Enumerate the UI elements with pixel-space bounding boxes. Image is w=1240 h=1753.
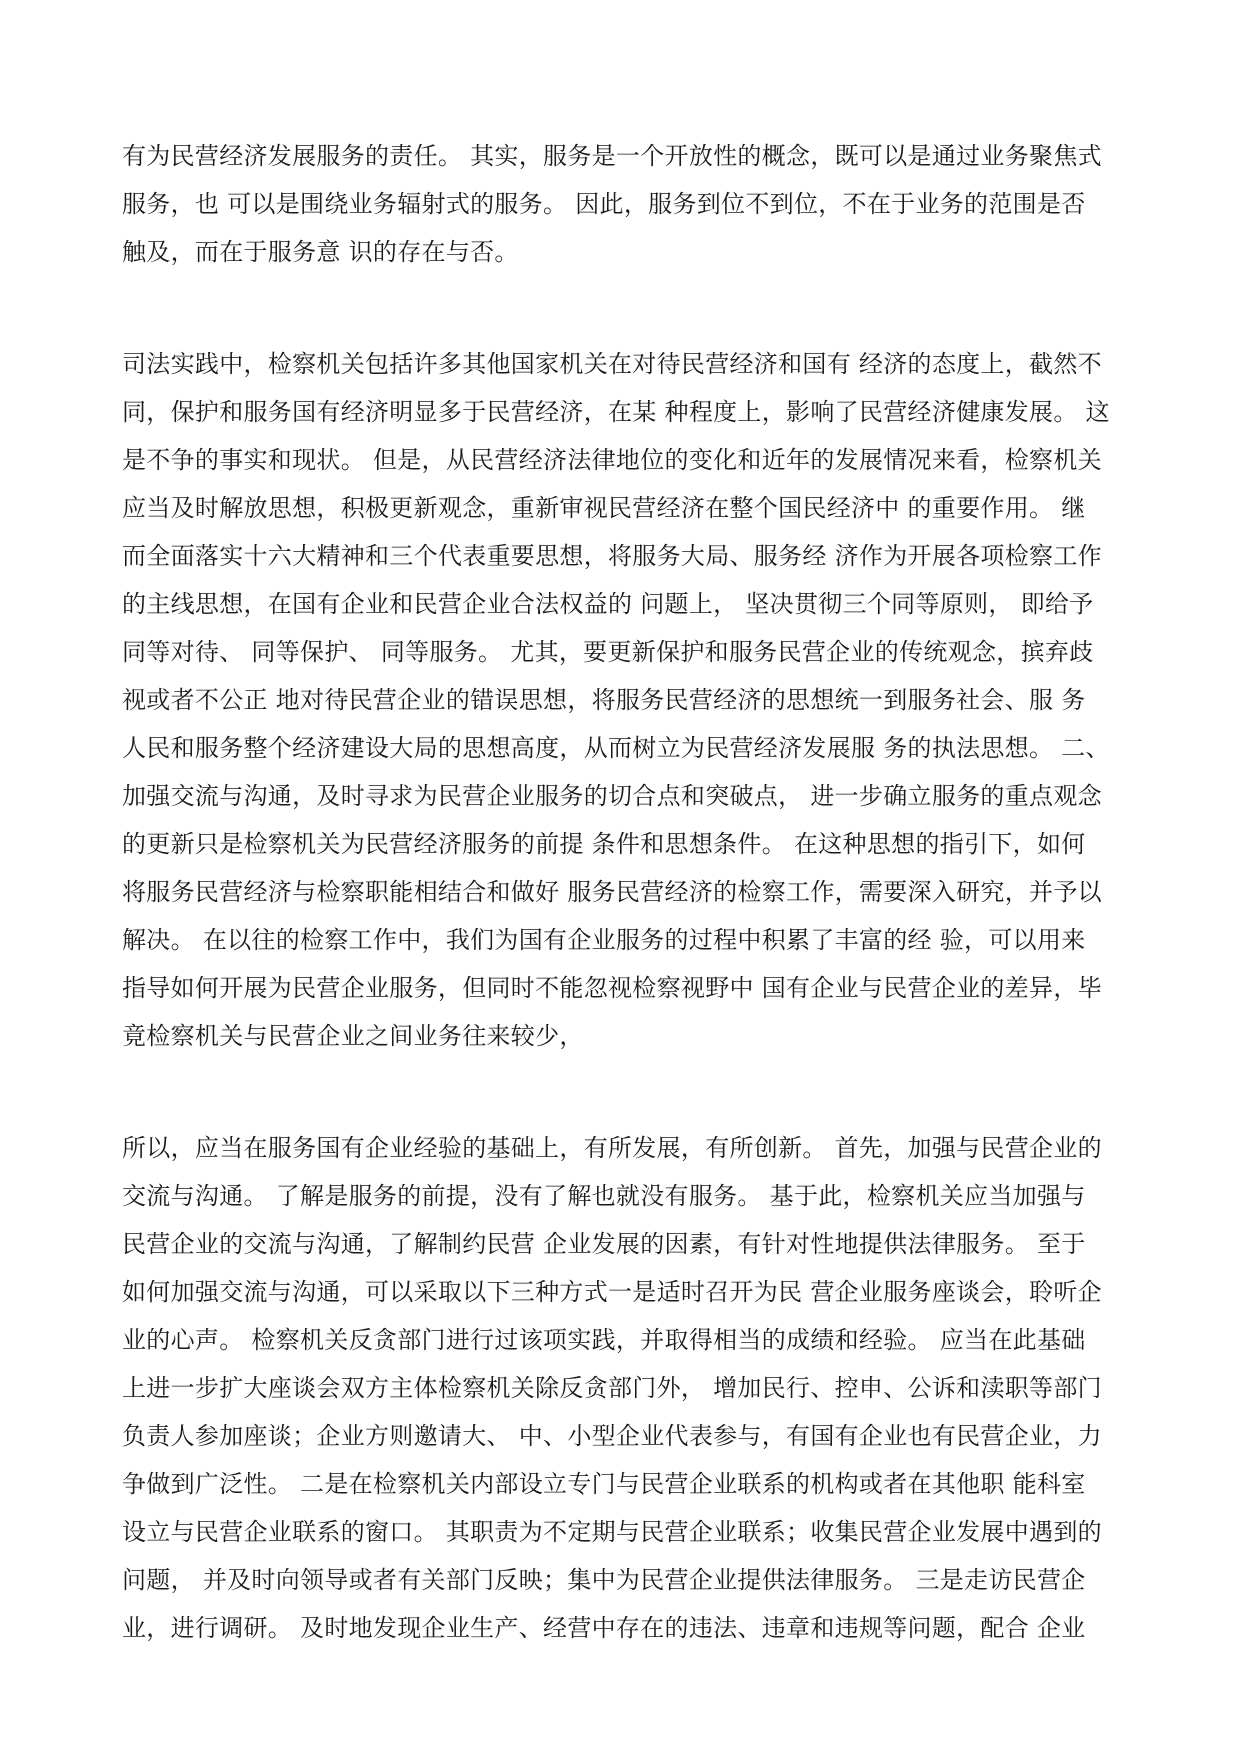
text-line: 服务，也 可以是围绕业务辐射式的服务。 因此，服务到位不到位，不在于业务的范围是否 bbox=[122, 190, 1086, 218]
text-line: 将服务民营经济与检察职能相结合和做好 服务民营经济的检察工作，需要深入研究，并予以 bbox=[122, 878, 1102, 906]
text-line: 民营企业的交流与沟通，了解制约民营 企业发展的因素，有针对性地提供法律服务。 至于 bbox=[122, 1230, 1086, 1258]
text-line: 的主线思想，在国有企业和民营企业合法权益的 问题上， 坚决贯彻三个同等原则， 即给予 bbox=[122, 590, 1094, 618]
text-line: 上进一步扩大座谈会双方主体检察机关除反贪部门外， 增加民行、控申、公诉和渎职等部门 bbox=[122, 1374, 1102, 1402]
text-line: 同，保护和服务国有经济明显多于民营经济，在某 种程度上，影响了民营经济健康发展。 这 bbox=[122, 398, 1110, 426]
text-line: 指导如何开展为民营企业服务，但同时不能忽视检察视野中 国有企业与民营企业的差异，毕 bbox=[122, 974, 1102, 1002]
text-line: 负责人参加座谈；企业方则邀请大、 中、小型企业代表参与，有国有企业也有民营企业，力 bbox=[122, 1422, 1102, 1450]
text-line: 是不争的事实和现状。 但是，从民营经济法律地位的变化和近年的发展情况来看，检察机关 bbox=[122, 446, 1102, 474]
text-line: 加强交流与沟通，及时寻求为民营企业服务的切合点和突破点， 进一步确立服务的重点观念 bbox=[122, 782, 1102, 810]
text-line: 如何加强交流与沟通，可以采取以下三种方式一是适时召开为民 营企业服务座谈会，聆听企 bbox=[122, 1278, 1102, 1306]
text-line: 而全面落实十六大精神和三个代表重要思想，将服务大局、服务经 济作为开展各项检察工作 bbox=[122, 542, 1102, 570]
text-line: 所以，应当在服务国有企业经验的基础上，有所发展，有所创新。 首先，加强与民营企业的 bbox=[122, 1134, 1102, 1162]
text-line: 交流与沟通。 了解是服务的前提，没有了解也就没有服务。 基于此，检察机关应当加强与 bbox=[122, 1182, 1086, 1210]
text-line: 应当及时解放思想，积极更新观念，重新审视民营经济在整个国民经济中 的重要作用。 继 bbox=[122, 494, 1086, 522]
text-line: 设立与民营企业联系的窗口。 其职责为不定期与民营企业联系；收集民营企业发展中遇到的 bbox=[122, 1518, 1102, 1546]
text-line: 竟检察机关与民营企业之间业务往来较少， bbox=[122, 1022, 584, 1050]
text-line: 问题， 并及时向领导或者有关部门反映；集中为民营企业提供法律服务。 三是走访民营企 bbox=[122, 1566, 1086, 1594]
text-line: 的更新只是检察机关为民营经济服务的前提 条件和思想条件。 在这种思想的指引下，如何 bbox=[122, 830, 1086, 858]
text-line: 同等对待、 同等保护、 同等服务。 尤其，要更新保护和服务民营企业的传统观念，摈弃歧 bbox=[122, 638, 1094, 666]
text-line: 司法实践中，检察机关包括许多其他国家机关在对待民营经济和国有 经济的态度上，截然不 bbox=[122, 350, 1102, 378]
text-line: 人民和服务整个经济建设大局的思想高度，从而树立为民营经济发展服 务的执法思想。 二、 bbox=[122, 734, 1110, 762]
text-line: 触及，而在于服务意 识的存在与否。 bbox=[122, 238, 519, 266]
text-line: 业的心声。 检察机关反贪部门进行过该项实践，并取得相当的成绩和经验。 应当在此基础 bbox=[122, 1326, 1086, 1354]
text-line: 争做到广泛性。 二是在检察机关内部设立专门与民营企业联系的机构或者在其他职 能科室 bbox=[122, 1470, 1086, 1498]
text-line: 有为民营经济发展服务的责任。 其实，服务是一个开放性的概念，既可以是通过业务聚焦式 bbox=[122, 142, 1102, 170]
text-line: 视或者不公正 地对待民营企业的错误思想，将服务民营经济的思想统一到服务社会、服 务 bbox=[122, 686, 1086, 714]
text-line: 解决。 在以往的检察工作中，我们为国有企业服务的过程中积累了丰富的经 验，可以用来 bbox=[122, 926, 1086, 954]
text-line: 业，进行调研。 及时地发现企业生产、经营中存在的违法、违章和违规等问题，配合 企业 bbox=[122, 1614, 1086, 1642]
